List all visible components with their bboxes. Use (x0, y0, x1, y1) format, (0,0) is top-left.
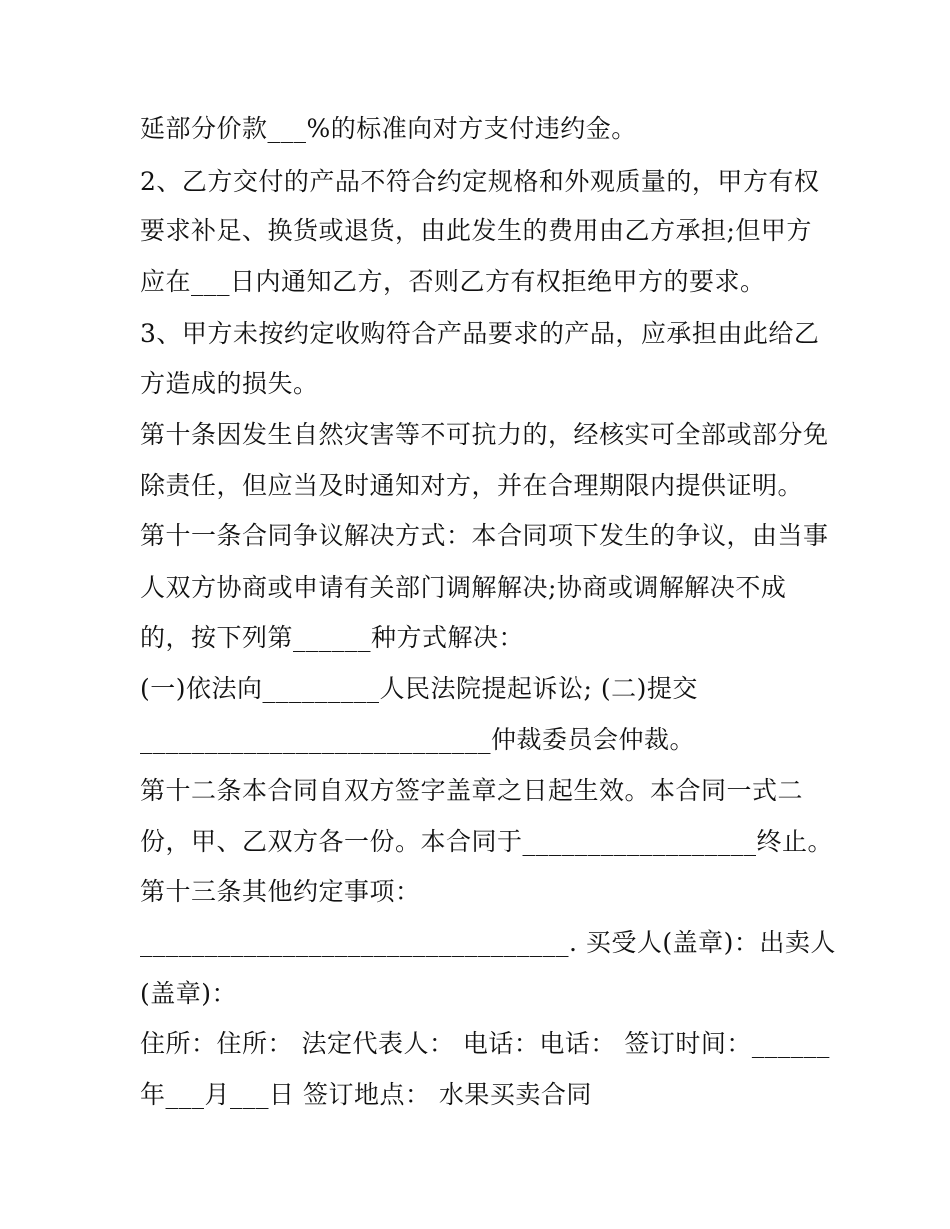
text-line: 第十一条合同争议解决方式：本合同项下发生的争议，由当事 (140, 521, 829, 550)
text-line: 第十三条其他约定事项： (140, 877, 421, 906)
text-line: 应在___日内通知乙方，否则乙方有权拒绝甲方的要求。 (140, 267, 766, 296)
text-line: 2、乙方交付的产品不符合约定规格和外观质量的，甲方有权 (140, 167, 820, 196)
text-line: 住所：住所： 法定代表人： 电话：电话： 签订时间：______ (140, 1029, 830, 1058)
text-line: 要求补足、换货或退货，由此发生的费用由乙方承担;但甲方 (140, 216, 812, 245)
text-line: 的，按下列第______种方式解决： (140, 623, 525, 652)
text-line: 人双方协商或申请有关部门调解解决;协商或调解解决不成 (140, 573, 787, 602)
text-line: 方造成的损失。 (140, 369, 319, 398)
text-line: 延部分价款___%的标准向对方支付违约金。 (140, 114, 637, 143)
text-line: (盖章)： (140, 979, 238, 1008)
text-line: 3、甲方未按约定收购符合产品要求的产品，应承担由此给乙 (140, 319, 820, 348)
text-line: _________________________________. 买受人(盖章)：出卖人 (140, 928, 836, 957)
text-line: ___________________________仲裁委员会仲裁。 (140, 725, 696, 754)
text-line: (一)依法向_________人民法院提起诉讼; (二)提交 (140, 674, 698, 703)
text-line: 除责任，但应当及时通知对方，并在合理期限内提供证明。 (140, 471, 804, 500)
text-line: 份，甲、乙双方各一份。本合同于__________________终止。 (140, 827, 834, 856)
text-line: 年___月___日 签订地点： 水果买卖合同 (140, 1080, 592, 1109)
text-line: 第十条因发生自然灾害等不可抗力的，经核实可全部或部分免 (140, 420, 829, 449)
text-line: 第十二条本合同自双方签字盖章之日起生效。本合同一式二 (140, 776, 804, 805)
